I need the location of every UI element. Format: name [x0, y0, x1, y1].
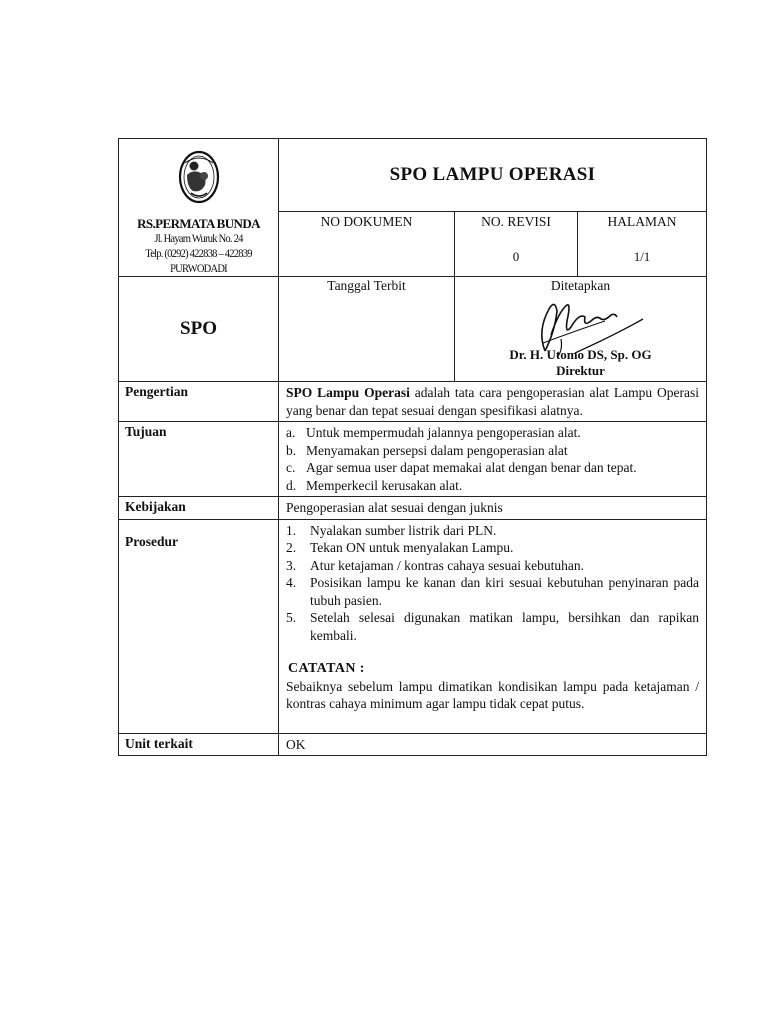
- tujuan-item: d. Memperkecil kerusakan alat.: [286, 477, 463, 493]
- catatan-heading: CATATAN :: [288, 661, 365, 676]
- ditetapkan-label: Ditetapkan: [550, 278, 611, 293]
- hospital-city: PURWODADI: [170, 261, 227, 275]
- signatory-name: Dr. H. Utomo DS, Sp. OG: [509, 347, 652, 362]
- no-dokumen-label: NO DOKUMEN: [320, 214, 413, 229]
- unit-terkait-label: Unit terkait: [119, 733, 279, 756]
- prosedur-item: 4. Posisikan lampu ke kanan dan kiri sesuai kebutuhan penyinaran pada tubuh pasien.: [286, 575, 699, 608]
- prosedur-content: [279, 519, 707, 733]
- unit-terkait-content: OK: [279, 733, 707, 756]
- hospital-phone: Telp. (0292) 422838 – 422839: [145, 246, 252, 260]
- no-revisi-cell: [455, 212, 578, 277]
- prosedur-label: Prosedur: [119, 519, 279, 733]
- spo-label: SPO: [180, 318, 217, 339]
- spo-document: [118, 138, 706, 756]
- prosedur-item: 3. Atur ketajaman / kontras cahaya sesuai kebutuhan.: [286, 557, 585, 573]
- kebijakan-label: Kebijakan: [119, 497, 279, 520]
- hospital-logo-icon: [177, 149, 221, 205]
- pengertian-text: adalah tata cara pengoperasian alat Lampu Operasi yang benar dan tepat sesuai dengan spesifikasi alatnya.: [286, 385, 699, 418]
- halaman-value: 1/1: [633, 249, 651, 264]
- title-cell: [279, 139, 707, 212]
- spo-label-cell: [119, 277, 279, 382]
- catatan-text: Sebaiknya sebelum lampu dimatikan kondisikan lampu pada ketajaman / kontras cahaya minimum agar lampu tidak cepat putus.: [286, 678, 699, 711]
- pengertian-label: Pengertian: [119, 382, 279, 422]
- prosedur-item: 2. Tekan ON untuk menyalakan Lampu.: [286, 540, 514, 555]
- signatory-title: Direktur: [556, 363, 605, 378]
- tujuan-label: Tujuan: [119, 422, 279, 497]
- no-revisi-label: NO. REVISI: [481, 214, 551, 229]
- tujuan-item: a. Untuk mempermudah jalannya pengoperasian alat.: [286, 425, 581, 440]
- hospital-name: RS.PERMATA BUNDA: [137, 216, 260, 231]
- no-revisi-value: 0: [512, 249, 520, 264]
- no-dokumen-cell: [279, 212, 455, 277]
- tujuan-content: [279, 422, 707, 497]
- hospital-address: Jl. Hayam Wuruk No. 24: [154, 231, 243, 245]
- tanggal-terbit-cell: [279, 277, 455, 382]
- prosedur-item: 5. Setelah selesai digunakan matikan lampu, bersihkan dan rapikan kembali.: [286, 610, 699, 643]
- hospital-header-cell: [119, 139, 279, 277]
- pengertian-bold-lead: SPO Lampu Operasi: [286, 385, 410, 400]
- pengertian-content: [279, 382, 707, 422]
- tujuan-item: b. Menyamakan persepsi dalam pengoperasian alat: [286, 442, 568, 458]
- halaman-cell: [578, 212, 707, 277]
- tanggal-terbit-label: Tanggal Terbit: [327, 278, 406, 293]
- halaman-label: HALAMAN: [607, 214, 677, 229]
- document-title: SPO LAMPU OPERASI: [389, 164, 596, 185]
- ditetapkan-cell: [455, 277, 707, 382]
- tujuan-item: c. Agar semua user dapat memakai alat dengan benar dan tepat.: [286, 460, 637, 475]
- kebijakan-content: Pengoperasian alat sesuai dengan juknis: [279, 497, 707, 520]
- prosedur-item: 1. Nyalakan sumber listrik dari PLN.: [286, 522, 497, 538]
- spo-table: [118, 138, 707, 756]
